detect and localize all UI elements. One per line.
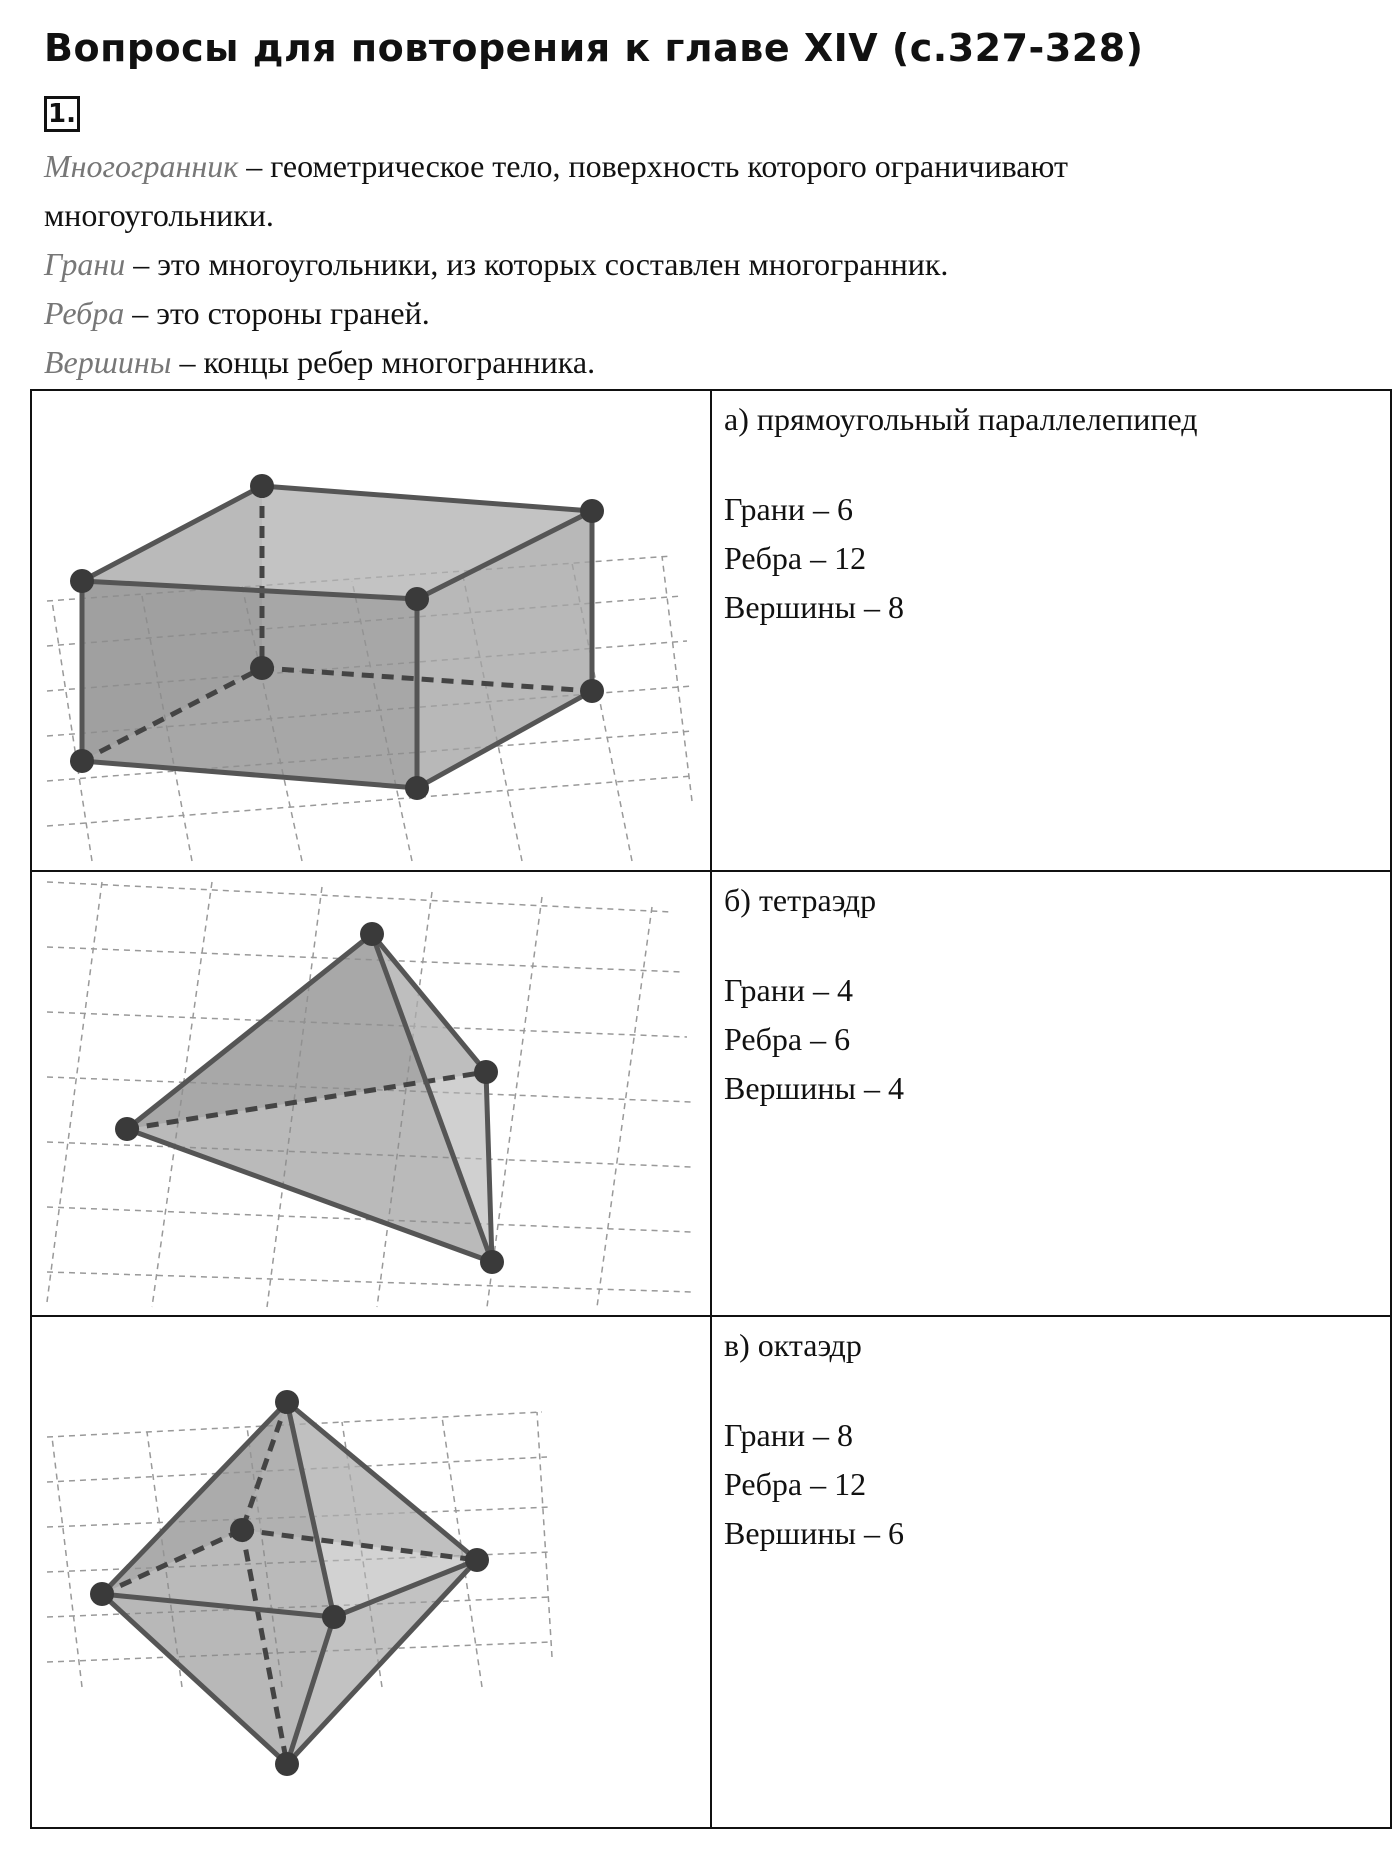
definition-term: Вершины: [44, 344, 172, 380]
edges-count: Ребра – 12: [724, 1466, 867, 1502]
vertices-count: Вершины – 6: [724, 1515, 904, 1551]
faces-count: Грани – 4: [724, 972, 853, 1008]
page-title: Вопросы для повторения к главе XIV (с.327-328): [44, 26, 1144, 70]
polyhedron-name: б) тетраэдр: [724, 882, 877, 918]
octahedron-diagram: [32, 1317, 712, 1827]
definition-vertices: [44, 344, 595, 381]
definition-text: – это стороны граней.: [124, 295, 430, 331]
table-row: [32, 870, 1390, 1315]
picture-cell: [32, 391, 712, 870]
polyhedra-table: [30, 389, 1392, 1829]
description-cell: [724, 391, 1390, 870]
vertices-count: Вершины – 8: [724, 589, 904, 625]
polyhedron-name: а) прямоугольный параллелепипед: [724, 401, 1198, 437]
definition-text: – это многоугольники, из которых составлен многогранник.: [125, 246, 949, 282]
faces-count: Грани – 6: [724, 491, 853, 527]
definition-text: – концы ребер многогранника.: [171, 344, 596, 380]
description-cell: [724, 1317, 1390, 1827]
table-row: [32, 1315, 1390, 1827]
cuboid-diagram: [32, 391, 712, 870]
description-cell: [724, 872, 1390, 1315]
definition-faces: [44, 246, 948, 283]
polyhedron-name: в) октаэдр: [724, 1327, 862, 1363]
tetrahedron-diagram: [32, 872, 712, 1315]
definition-term: Многогранник: [44, 148, 239, 184]
vertices-count: Вершины – 4: [724, 1070, 904, 1106]
task-number: 1.: [44, 96, 80, 132]
definition-text: многоугольники.: [44, 197, 274, 233]
faces-count: Грани – 8: [724, 1417, 853, 1453]
picture-cell: [32, 1317, 712, 1827]
definition-edges: [44, 295, 430, 332]
edges-count: Ребра – 12: [724, 540, 867, 576]
definition-text: – геометрическое тело, поверхность которого ограничивают: [238, 148, 1068, 184]
picture-cell: [32, 872, 712, 1315]
cuboid-faces: [82, 486, 592, 788]
definition-term: Грани: [44, 246, 126, 282]
definition-term: Ребра: [44, 295, 125, 331]
table-row: [32, 391, 1390, 870]
definition-polyhedron: [44, 148, 1068, 185]
definition-polyhedron-cont: [44, 197, 274, 234]
edges-count: Ребра – 6: [724, 1021, 851, 1057]
